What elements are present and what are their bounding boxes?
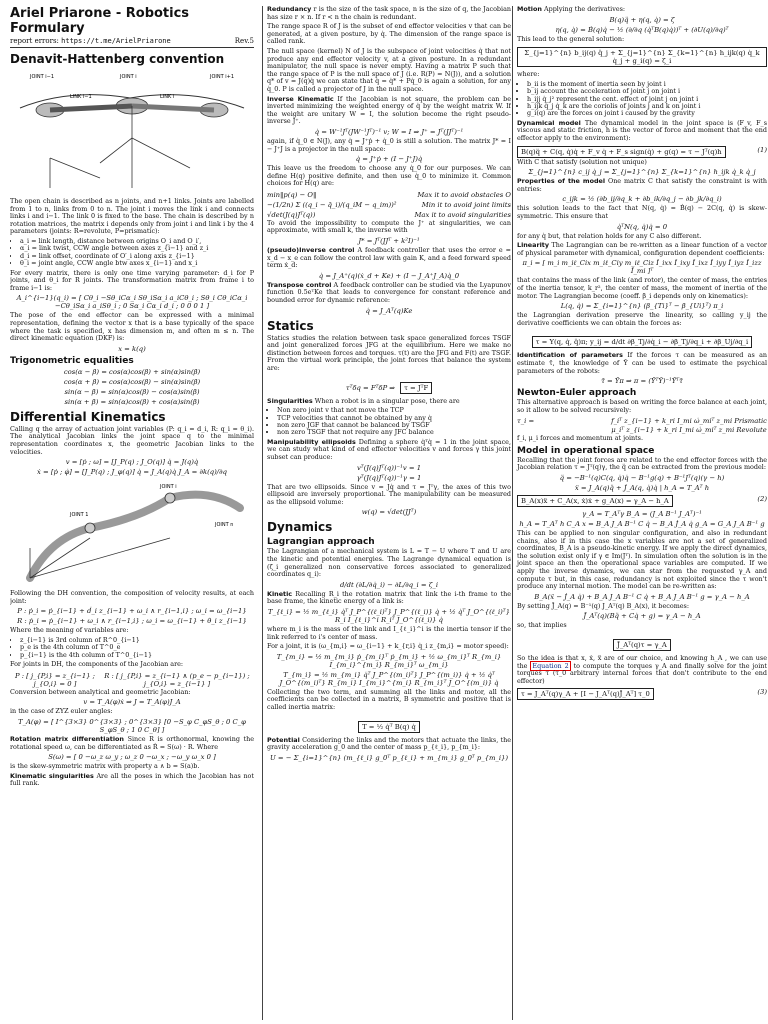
lin-paragraph xyxy=(517,242,767,257)
kin-eq4: T = ½ q̇ᵀ B(q) q̇ xyxy=(358,721,420,733)
me-text: Defining a sphere q̇ᵀq̇ = 1 in the joint space, we can study what kind of end effector velocities v and forces γ this joint subset can produce: xyxy=(267,437,511,461)
ne-eq-cases xyxy=(611,416,767,435)
rot-paragraph xyxy=(10,736,254,751)
os-eq8-row xyxy=(517,632,767,653)
list-item: • h_ijj q̇_j² represent the cent. effect of joint j on joint i xyxy=(527,96,767,103)
tc-text: A feedback controller can be studied via the Lyapunov function 0.5eᵀKe that leads to convergence for constant reference and bounded error for dynamic reference: xyxy=(267,280,511,305)
h-choice-desc: Max it to avoid obstacles O xyxy=(417,190,511,199)
lag-eq: d/dt (∂L/∂q̇_i) − ∂L/∂q_i = ζ_i xyxy=(340,580,438,589)
lin-eq3: τ = Y(q, q̇, q̈)π; y_ij = d/dt ∂β_Tj/∂q̇_i − ∂β_Tj/∂q_i + ∂β_Uj/∂q_i xyxy=(532,336,752,348)
me-eq2: γᵀ(J(q)Jᵀ(q))⁻¹γ = 1 xyxy=(356,473,422,482)
jac-cols xyxy=(10,671,254,689)
inv-eq1: q̇ = W⁻¹Jᵀ(JW⁻¹Jᵀ)⁻¹ v; W = I ⇒ J⁺ = Jᵀ(JJᵀ)⁻¹ xyxy=(314,127,464,136)
column-1 xyxy=(10,6,254,1020)
list-item: • Non zero joint v that not move the TCP xyxy=(277,407,511,414)
os-eq8: J̄_Aᵀ(q)τ = γ_A xyxy=(613,639,671,651)
dm-eq-number: (1) xyxy=(757,145,767,154)
statics-title: Statics xyxy=(267,318,314,333)
kin-eq1: T_{ℓ_i} = ½ m_{ℓ_i} q̇ᵀ J_P^{(ℓ_i)ᵀ} J_P^{(ℓ_i)} q̇ + ½ q̇ᵀ J_O^{(ℓ_i)ᵀ} R_i I_{ℓ_i}^i R_iᵀ J_O^{(ℓ_i)} q̇ xyxy=(268,607,510,624)
conv-text: Conversion between analytical and geometric Jacobian: xyxy=(10,687,191,696)
list-item: • θ_i = joint angle, CCW angle btw axes x_{i−1} and x_i xyxy=(20,260,254,267)
list-item: • h_ijk q̇_j q̇_k are the coriolis of joints j and k on joint i xyxy=(527,103,767,110)
motion-eq1: B(q)q̈ + η(q, q̇) = ζ xyxy=(609,15,675,24)
dm-paragraph xyxy=(517,120,767,143)
pic-text: A feedback controller that uses the error e = x_d − x_e can follow the control law with gain K, and a feed forward speed term ẋ_d: xyxy=(267,246,511,270)
rot-after: is the skew-symmetric matrix with property a ∧ b = S(a)b. xyxy=(10,762,200,771)
os-eq-number: (2) xyxy=(757,495,767,504)
h-choice-expr: min‖p(q) − O‖ xyxy=(267,190,317,199)
report-label: report errors: xyxy=(10,37,59,45)
dh-varying: For every matrix, there is only one time varying parameter: d_i for P joints, and θ_i for R joints. The transformation matrix from frame i to frame i−1 is: xyxy=(10,268,254,292)
h-choice-expr: −(1/2n) Σ ((q_i − q̄_i)/(q_iM − q_im))² xyxy=(267,200,397,209)
motion-eq3-row xyxy=(517,45,767,69)
list-item: • z_{i−1} is 3rd column of R^0_{i−1} xyxy=(20,637,254,644)
ss-list xyxy=(277,407,511,437)
where-list xyxy=(20,637,254,659)
kin-text3: For a joint, it is (ω_{m,i} = ω_{i−1} + k_{r,i} q̇_i z_{m,i} = motor speed): xyxy=(267,642,509,651)
report-line xyxy=(10,37,254,48)
list-item: • p_{i−1} is the 4th column of T^0_{i−1} xyxy=(20,652,254,659)
os-text: Recalling that the joint forces are related to the end effector forces with the Jacobian relation τ = Jᵀ(q)γ, the q̈ can be extracted from the previous model: xyxy=(517,455,767,472)
motion-eq2: η(q, q̇) = Ḃ(q)q̇ − ½ (∂/∂q (q̇ᵀB(q)q̇))ᵀ + (∂U(q)/∂q)ᵀ xyxy=(555,25,729,34)
id-paragraph xyxy=(517,352,767,375)
os-eq3-row xyxy=(517,494,767,508)
list-item: • non zero JGF that cannot be balanced by TSGF xyxy=(277,422,511,429)
dh-intro: The open chain is described as n joints, and n+1 links. Joints are labelled from 1 to n, links from 0 to n. The joint i moves the link i and connects links i and i−1. The link 0 is fixed to the base. The chain is described by n rotation matrices, the matrix i depends only from joint i and link i by the 4 parameters (joints: R=revolute, P=prismatic): xyxy=(10,197,254,236)
fig1-label-0: JOINT i−1 xyxy=(30,74,55,80)
os-text4: so, that implies xyxy=(517,621,567,630)
trig-eq: sin(α + β) = sin(α)cos(β) + cos(α)sin(β) xyxy=(64,397,200,406)
list-item: • d_i = link offset, coordinate of O′_i along axis z_{i−1} xyxy=(20,253,254,260)
trig-title: Trigonometric equalities xyxy=(10,355,134,366)
pot-head: Potential xyxy=(267,735,300,744)
ss-text: When a robot is in a singular pose, there are xyxy=(314,396,460,405)
dm-head: Dynamical model xyxy=(517,118,581,127)
os-title: Model in operational space xyxy=(517,445,655,456)
fig1-label-2: JOINT i+1 xyxy=(210,74,235,80)
sing-head: Kinematic singularities xyxy=(10,771,94,780)
lin-eq: π_i = [ m_i m_iℓ_Cix m_iℓ_Ciy m_iℓ_Ciz Î_ixx Î_ixy Î_ixz Î_iyy Î_iyz Î_izz Î_mi ]ᵀ xyxy=(522,259,762,276)
prop-eq2: q̇ᵀN(q, q̇)q̇ = 0 xyxy=(616,222,668,231)
dkf-eq: x = k(q) xyxy=(118,344,146,353)
motion-paragraph xyxy=(517,6,767,14)
tc-paragraph xyxy=(267,282,511,305)
fig1-label-4: LINK i xyxy=(160,94,175,100)
list-item: • g_i(q) are the forces on joint i caused by the gravity xyxy=(527,110,767,117)
dh-title: Denavit-Hattenberg convention xyxy=(10,52,225,66)
me-eq1: vᵀ(J(q)Jᵀ(q))⁻¹v = 1 xyxy=(356,463,422,472)
report-link[interactable]: https://t.me/ArielPriarone xyxy=(61,37,171,45)
kin-text: Recalling R_i the rotation matrix that link the i-th frame to the base frame, the kinetic energy of a link is: xyxy=(267,589,511,606)
os-eq4: γ_A = T_Aᵀγ B_A = (J_A B⁻¹ J_Aᵀ)⁻¹ xyxy=(582,510,702,519)
motion-eq3: Σ_{j=1}^{n} b_ij(q) q̈_j + Σ_{j=1}^{n} Σ_{k=1}^{n} h_ijk(q) q̇_k q̇_j + g_i(q) = ζ_i xyxy=(517,47,767,67)
list-item: • b_ii is the moment of inertia seen by joint i xyxy=(527,81,767,88)
zyz-text: in the case of ZYZ euler angles: xyxy=(10,707,113,716)
red-text: r is the size of the task space, n is the size of q, the Jacobian has size r × n. If r < n the chain is redundant. xyxy=(267,6,511,21)
jac-cols-text: For joints in DH, the components of the Jacobian are: xyxy=(10,660,184,669)
os-text5a: So the idea is that x, ẋ, ẍ are of our choice, and knowing h_A , we can use the xyxy=(517,654,767,670)
prop-text3: for any q̇ but, that relation holds for any C also different. xyxy=(517,231,702,240)
os-eq-number-3: (3) xyxy=(757,688,767,697)
dk-eq2: ẋ = [ṗ ; φ̇] = [J_P(q) ; J_φ(q)] q̇ = J_A(q)q̇ J_A = ∂k(q)/∂q xyxy=(37,468,227,477)
dk-eq1: v = [ṗ ; ω] = [J_P(q) ; J_O(q)] q̇ = J(q)q̇ xyxy=(65,458,199,467)
motion-head: Motion xyxy=(517,6,542,13)
me-text2: That are two ellipsoids. Since v = Jq̇ and τ = Jᵀγ, the axes of this two ellipsoid are inversely proportional. The manipulability can be measured as the ellipsoid volume: xyxy=(267,482,511,506)
dh-diagram xyxy=(10,68,254,196)
ne-text2: f_i, μ_i forces and momentum at joints. xyxy=(517,434,643,443)
red-head: Redundancy xyxy=(267,6,312,13)
null-text: The null space (kernel) N of J is the subspace of joint velocities q̇ that not produce any end effector velocity v, at a given posture. In a redundant manipulator, the null space is never empty. Having a matrix P such that the range space of P is the null space of J (i.e. R(P) = N(J)), and a solution q* of v = J(q)q̇ we can state that q̇ = q̇* + Pq̇_0 is again a solution, for any q̇_0. P is called a projector of J in the null space. xyxy=(267,46,511,93)
id-text: If the forces τ can be measured as an estimate τ̄, the knowledge of Ȳ can be used to estimate the psychical parameters of the robots: xyxy=(517,351,767,375)
range-text: The range space R of J is the subset of end effector velocities v that can be generated, at a given posture, by q̇. The dimension of the range space is called rank. xyxy=(267,22,511,46)
kin-paragraph xyxy=(267,591,511,606)
redundancy-paragraph xyxy=(267,6,511,21)
h-choice-expr: √det(J(q)Jᵀ(q)) xyxy=(267,210,316,219)
statics-eq2: τ = JᵀF xyxy=(400,382,432,394)
h-choice-desc: Max it to avoid singularities xyxy=(414,210,511,219)
pot-text: Considering the links and the motors that actuate the links, the gravity acceleration g_0 and the center of mass p_{ℓ_i}, p_{m_i}: xyxy=(267,735,511,752)
lag-title: Lagrangian approach xyxy=(267,537,375,548)
kin-head: Kinetic xyxy=(267,589,293,598)
motion-text: Applying the derivatives: xyxy=(543,6,626,13)
where-label: where: xyxy=(517,70,540,79)
prop-eq: c_ijk = ½ (∂b_ij/∂q_k + ∂b_ik/∂q_j − ∂b_jk/∂q_i) xyxy=(562,195,722,204)
lin-eq2: L(q, q̇) = Σ_{i=1}^{n} (β_{Ti}ᵀ − β_{Ui}ᵀ) π_i xyxy=(560,302,724,311)
lin-text3: the Lagrangian derivation preserve the linearity, so calling y_ij the derivative coefficients we can obtain the forces as: xyxy=(517,311,767,327)
trig-eq: cos(α + β) = cos(α)cos(β) − sin(α)sin(β) xyxy=(63,377,201,386)
inverse-paragraph xyxy=(267,96,511,126)
ne-title: Newton-Euler approach xyxy=(517,388,637,399)
kin-eq4-row xyxy=(267,714,511,735)
os-eq5: h_A = T_Aᵀ h C_A x = B_A J_A B⁻¹ C q̇ − B_A J̇_A q̇ g_A = G_A J_A B⁻¹ g xyxy=(519,520,765,529)
ss-head: Singularities xyxy=(267,396,313,405)
os-eq3: B_A(x)ẍ + C_A(x, ẋ)ẋ + g_A(x) = γ_A − h_A xyxy=(517,495,673,507)
os-text2: This can be applied to non singular configuration, and also in redundant chains, also if in this case the x variables are not a set of generalized coordinates, B_A is a pseudo-kinetic energy. If we apply the direct dynamics, the solution exist only if γ ∈ Im(Jᵀ). In simulation often the solution is in the joint space an then the operational space variables are computed. If we apply the inverse dynamics, we can star from the requested γ_A and compute τ but, in this case, redundancy is not exploited since the τ won't produce any internal motion. The model can be re-written as: xyxy=(517,529,767,591)
h-choice-row xyxy=(267,190,511,200)
dh-param-list xyxy=(20,238,254,268)
report-info xyxy=(10,37,171,45)
kin-text2: where m_i is the mass of the link and I_{ℓ_i}^i is the inertia tensor if the link referred to i's center of mass. xyxy=(267,624,511,641)
pot-paragraph xyxy=(267,737,511,752)
ne-eq-revolute: μ_iᵀ z_{i−1} + k_ri I_mi ω̇_miᵀ z_mi Revolute xyxy=(611,426,767,435)
dh-matrix: A_i^{i−1}(q_i) = [ Cθ_i −Sθ_iCα_i Sθ_iSα_i a_iCθ_i ; Sθ_i Cθ_iCα_i −Cθ_iSα_i a_iSθ_i ; 0 Sα_i Cα_i d_i ; 0 0 0 1 ] xyxy=(16,294,248,311)
me-paragraph xyxy=(267,439,511,462)
jac-p: P : [ j_{P,i} = z_{i−1} ; j_{O,i} = 0 ] xyxy=(14,671,95,688)
trig-eq: sin(α − β) = sin(α)cos(β) − cos(α)sin(β) xyxy=(64,387,200,396)
os-eq6: B_A(ẍ − J̇_A q̇) + B_A J_A B⁻¹ C q̇ + B_A J_A B⁻¹ g = γ_A − h_A xyxy=(534,592,750,601)
rot-eq: S(ω) = [ 0 −ω_z ω_y ; ω_z 0 −ω_x ; −ω_y ω_x 0 ] xyxy=(48,753,216,762)
prop-text: One matrix C that satisfy the constraint is with entries: xyxy=(517,177,767,193)
dk-intro: Calling q the array of actuation joint variables (P: q_i = d_i, R: q_i = θ_i). The analytical Jacobian links the joint space q to the minimal representation coordinates x, the geometric Jacobian links to the velocities. xyxy=(10,424,254,456)
ss-paragraph xyxy=(267,398,511,406)
dls-text: To avoid the impossibility to compute the J⁺ at singularities, we can approximate, with small k, the inverse with xyxy=(267,218,511,235)
h-choices xyxy=(267,190,511,220)
id-head: Identification of parameters xyxy=(517,351,623,360)
p-eqs: P : ṗ_i = ṗ_{i−1} + ḋ_i z_{i−1} + ω_i ∧ r_{i−1,i} ; ω_i = ω_{i−1} xyxy=(17,607,247,616)
os-eq9-row xyxy=(517,687,767,701)
trig-eq: cos(α − β) = cos(α)cos(β) + sin(α)sin(β) xyxy=(63,367,201,376)
lag-text: The Lagrangian of a mechanical system is L = T − U where T and U are the kinetic and potential energies. The Lagrange dynamical equation is (ζ_i generalized non conservative forces associated to generalized coordinates q_i): xyxy=(267,547,511,579)
pic-paragraph xyxy=(267,247,511,270)
ne-text: This alternative approach is based on writing the force balance at each joint, so it allow to be solved recursively: xyxy=(517,398,767,414)
pic-head: (pseudo)Inverse control xyxy=(267,246,355,255)
inv-text2: again, if q̇_0 ∈ N(J), any q̇ = J⁺ṗ + q̇_0 is still a solution. The matrix J* = I − J⁺J is a projector in the null space: xyxy=(267,136,511,153)
fig1-label-3: LINK i−1 xyxy=(70,94,92,100)
motion-text2: This lead to the general solution: xyxy=(517,34,625,43)
os-eq9: τ = J_Aᵀ(q)γ_A + [I − J_Aᵀ(q)J̄_Aᵀ] τ_0 xyxy=(517,688,654,700)
conv-eq: v = T_A(φ)ẋ ⇒ J = T_A(φ)J_A xyxy=(83,698,181,707)
chain-diagram xyxy=(10,478,254,588)
kin-eq2: T_{m_i} = ½ m_{m_i} ṗ_{m_i}ᵀ ṗ_{m_i} + ½ ω_{m_i}ᵀ R_{m_i} I_{m_i}^{m_i} R_{m_i}ᵀ ω_{m_i} xyxy=(276,652,502,669)
fig2-label-1: JOINT i xyxy=(160,484,177,491)
dkf-text: The pose of the end effector can be expressed with a minimal representation, defining the vector x that is a base typically of the space where the task is specified, x has dimension m, and often m ≤ n. The direct kinematic equation (DKF) is: xyxy=(10,311,254,343)
column-3 xyxy=(512,6,767,1020)
kin-text4: Collecting the two term, and summing all the links and motor, all the coefficients can be collected in a matrix, B symmetric and positive that is called inertia matrix: xyxy=(267,687,511,711)
prop-text2: this solution leads to the fact that N(q, q̇) = Ḃ(q) − 2C(q, q̇) is skew-symmetric. This ensure that xyxy=(517,204,767,220)
kin-eq3: T_{m_i} = ½ m_{m_i} q̇ᵀ J_P^{(m_i)ᵀ} J_P^{(m_i)} q̇ + ½ q̇ᵀ J_O^{(m_i)ᵀ} R_{m_i} I_{m_i}^{m_i} R_{m_i}ᵀ J_O^{(m_i)} q̇ xyxy=(279,670,499,687)
me-eq3: w(q) = √det(JJᵀ) xyxy=(361,508,417,517)
rot-text: Since R is orthonormal, knowing the rotational speed ω, can be differentiated as Ṙ = S(ω) · R. Where xyxy=(10,734,254,751)
sing-paragraph xyxy=(10,773,254,788)
h-choice-desc: Min it to avoid joint limits xyxy=(421,200,511,209)
sing-text: Are all the poses in which the Jacobian has not full rank. xyxy=(10,771,254,788)
column-2 xyxy=(262,6,511,1020)
os-text3: By setting J̄_A(q) = B⁻¹(q) J_Aᵀ(q) B_A(x), it becomes: xyxy=(517,601,689,610)
inv-head: Inverse Kinematic xyxy=(267,94,334,103)
pic-eq: q̇ = J_A⁺(q)(ẋ_d + Ke) + (I − J_A⁺J_A)q̇_0 xyxy=(318,271,460,280)
motion-list xyxy=(527,81,767,118)
dyn-title: Dynamics xyxy=(267,520,333,535)
dm-text2: With C that satisfy (solution not unique) xyxy=(517,157,647,166)
where-text: Where the meaning of variables are: xyxy=(10,626,129,635)
os-text5 xyxy=(517,655,767,685)
list-item: • a_i = link length, distance between origins O_i and O_i′, xyxy=(20,238,254,245)
os-eq1: q̈ = −B⁻¹(q)C(q, q̇)q̇ − B⁻¹g(q) + B⁻¹Jᵀ(q)(γ − h) xyxy=(559,474,725,483)
inv-text3: This leave us the freedom to choose any q̇_0 for our purposes. We can define H(q) positive definite, and then use q̇_0 to minimize it. Common choices for H(q) are: xyxy=(267,164,511,188)
tc-head: Transpose control xyxy=(267,280,332,289)
revision-label: Rev.5 xyxy=(234,37,254,45)
list-item: • b_ij account the acceleration of joint j on joint i xyxy=(527,88,767,95)
list-item: • p_e is the 4th column of T^0_e xyxy=(20,644,254,651)
statics-eq1: τᵀδq = FᵀδP ⇒ xyxy=(345,383,395,392)
dk-title: Differential Kinematics xyxy=(10,409,166,424)
dh-comp-text: Following the DH convention, the composition of velocity results, at each joint: xyxy=(10,589,254,605)
lin-head: Linearity xyxy=(517,241,550,250)
prop-paragraph xyxy=(517,178,767,193)
statics-text: Statics studies the relation between task space generalized forces TSGF and joint generalized forces JFG at the equilibrium. Here we make no distinction between forces and torques. τ(t) are the JFG and F(t) are TSGF. From the virtual work principle, the joint forces that balance the system are: xyxy=(267,333,511,372)
rot-head: Rotation matrix differentiation xyxy=(10,734,124,743)
dm-eq: B(q)q̈ + C(q, q̇)q̇ + F_v q̇ + F_s sign(q̇) + g(q) = τ − Jᵀ(q)h xyxy=(517,146,726,158)
page-title xyxy=(10,6,254,36)
os-eq7: J̄_Aᵀ(q)(Bq̈ + Cq̇ + g) = γ_A − h_A xyxy=(583,612,701,621)
jac-r: R : [ j_{P,i} = z_{i−1} ∧ (p_e − p_{i−1}) ; j_{O,i} = z_{i−1} ] xyxy=(104,671,250,688)
me-head: Manipulability ellipsoids xyxy=(267,437,356,446)
os-eq2: ẍ = J_A(q)q̈ + J̇_A(q, q̇)q̇ | h_A = T_Aᵀ h xyxy=(574,484,710,493)
dm-text: The dynamical model in the joint space is (F_v, F_s viscous and static friction, h is the vector of force and moment that the end effector apply to the environment): xyxy=(517,118,767,142)
fig1-label-1: JOINT i xyxy=(120,74,137,80)
dm-eq2: Σ_{j=1}^{n} c_ij q̇_j = Σ_{j=1}^{n} Σ_{k=1}^{n} h_ijk q̇_k q̇_j xyxy=(528,168,756,177)
prop-head: Properties of the model xyxy=(517,177,606,186)
fig2-label-2: JOINT n xyxy=(215,522,234,529)
list-item: • TCP velocities that cannot be obtained by any q̇ xyxy=(277,415,511,422)
statics-eq-row xyxy=(267,375,511,396)
equation-2-link[interactable]: Equation 2 xyxy=(532,661,569,670)
h-choice-row xyxy=(267,200,511,210)
fig2-label-0: JOINT 1 xyxy=(70,512,89,519)
lin-text2: that contains the mass of the link (and rotor), the center of mass, the entries of the inertia tensor, k_r², the center of mass, the moment of inertia of the motor. The Lagrangian become (coeff. β_i depends only on kinematics): xyxy=(517,276,767,300)
ne-eq-row xyxy=(517,416,767,435)
inv-eq2: q̇ = J⁺ṗ + (I − J⁺J)q̇ xyxy=(355,155,423,164)
inv-text: If the Jacobian is not square, the problem can be inverted minimizing the weighted energy of q̇ by the weight matrix W. If the weight are unitary W = I, the solution become the right pseudo-inverse J⁺. xyxy=(267,94,511,126)
ne-tau: τ_i = xyxy=(517,417,535,426)
r-eqs: R : ṗ_i = ṗ_{i−1} + ω_i ∧ r_{i−1,i} ; ω_i = ω_{i−1} + θ̇_i z_{i−1} xyxy=(17,617,247,626)
dm-eq-row xyxy=(517,145,767,159)
title-text: Ariel Priarone - Robotics Formulary xyxy=(10,6,190,36)
pot-eq: U = − Σ_{i=1}^{n} (m_{ℓ_i} g_0ᵀ p_{ℓ_i} + m_{m_i} g_0ᵀ p_{m_i}) xyxy=(270,753,508,762)
list-item: • non zero TSGF that not require any JFC balance xyxy=(277,429,511,436)
ne-eq-prismatic: f_iᵀ z_{i−1} + k_ri I_mi ω̇_miᵀ z_mi Prismatic xyxy=(611,417,767,426)
lin-text: The Lagrangian can be re-written as a linear function of a vector of physical parameter with dynamical, configuration dependent coefficients: xyxy=(517,241,767,257)
os-text5b: to compute the torques γ_A and finally solve for the joint torques τ (τ_0 arbitrary internal forces that don't contribute to the end effector) xyxy=(517,661,767,685)
dls-eq: J* = Jᵀ(JJᵀ + k²I)⁻¹ xyxy=(358,237,420,246)
id-eq: τ̄ = Ȳπ ⇒ π = (ȲᵀȲ)⁻¹Ȳᵀτ̄ xyxy=(601,377,683,386)
tc-eq: q̇ = J_Aᵀ(q)Ke xyxy=(365,306,413,315)
zyz-eq: T_A(φ) = [ I^{3×3} 0^{3×3} ; 0^{3×3} [0 −S_φ C_φS_θ ; 0 C_φ S_φS_θ ; 1 0 C_θ] ] xyxy=(18,717,246,734)
lin-eq3-row xyxy=(517,329,767,350)
list-item: • α_i = link twist, CCW angle between axes z_{i−1} and z_i xyxy=(20,245,254,252)
